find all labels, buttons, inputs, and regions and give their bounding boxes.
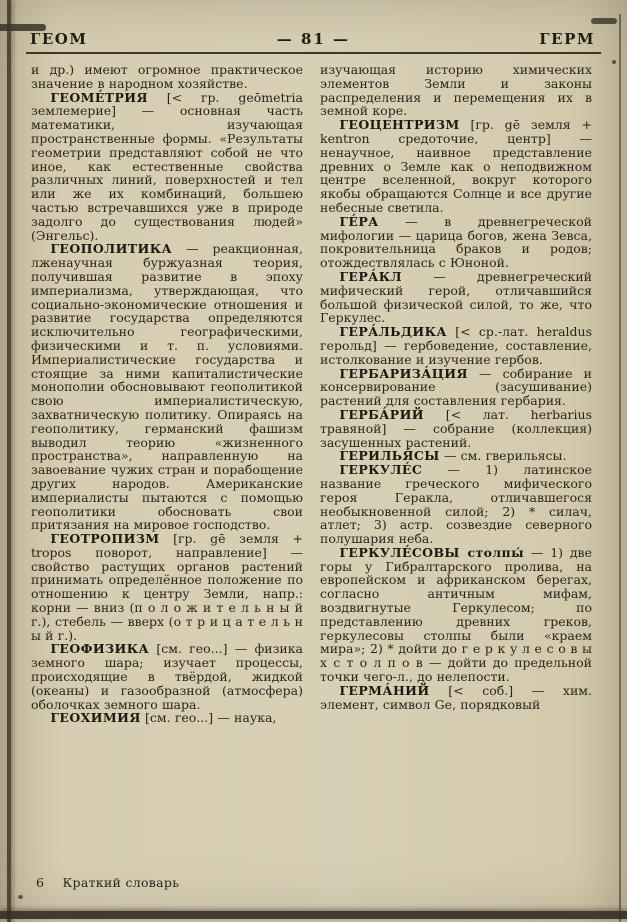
header-rule [26, 52, 601, 54]
dictionary-entry [31, 242, 303, 532]
entry-headword: ГЕРКУЛЕ́СОВЫ столпы́ [339, 544, 525, 560]
entry-headword: ГЕРМА́НИЙ [339, 682, 430, 698]
entry-headword: ГЕОХИМИЯ [50, 710, 141, 726]
entry-text: [см. гео...] — наука, [145, 710, 277, 726]
footer-book-title: Краткий словарь [62, 875, 180, 890]
header-left-guideword: ГЕОМ [30, 30, 88, 48]
entry-text: [< лат. herbarius травяной] — собрание (коллекция) засушенных растений. [320, 406, 592, 450]
signature-number: 6 [36, 875, 45, 890]
entry-headword: ГЕРИЛЬЯ́СЫ [339, 448, 440, 464]
dictionary-entry [320, 63, 592, 118]
entry-text: — 1) две горы у Гибралтарского пролива, на европейском и африканском берегах, согласно античным мифам, воздвигнутые Геркулесом; по представлению древних греков, геркулесовы столпы были «краем мира»; 2) * дойти до г е р к у л е с о в ы х с т о л п о в — дойти до предельной точки чего-л., до нелепости. [320, 544, 592, 685]
dictionary-entry [320, 325, 592, 366]
dictionary-entry [31, 532, 303, 642]
dictionary-entry [320, 684, 592, 712]
dictionary-entry [320, 270, 592, 325]
scan-speck [612, 60, 616, 64]
entry-text: [< гр. geōmetria землемерие] — основная часть математики, изучающая пространственные формы. «Результаты геометрии представляют собой не что иное, как естественные свойства различных линий, поверхностей и тел или же их комбинаций, большею частью встречавшихся уже в природе задолго до существования людей» (Энгельс). [31, 89, 303, 243]
text-columns [31, 63, 593, 863]
entry-text: [гр. gē земля + tropos поворот, направление] — свойство растущих органов растений принимать определённое положение по отношению к центру Земли, напр.: корни — вниз (п о л о ж и т е л ь н ы й г.), стебель — вверх (о т р и ц а т е л ь н ы й г.). [31, 531, 303, 643]
entry-headword: ГЕОТРОПИЗМ [50, 531, 160, 547]
entry-text: [гр. gē земля + kentron средоточие, центр] — ненаучное, наивное представление древних о Земле как о неподвижном центре вселенной, вокруг которого якобы обращаются Солнце и все другие небесные светила. [320, 117, 592, 215]
entry-headword: ГЕОМЕ́ТРИЯ [50, 89, 148, 105]
dictionary-entry [320, 215, 592, 270]
entry-text: — см. гверильясы. [443, 448, 567, 464]
left-column [31, 63, 303, 863]
entry-text: — 1) латинское название греческого мифического героя Геракла, отличавшегося необыкновенной силой; 2) * силач, атлет; 3) астр. созвездие северного полушария неба. [320, 462, 592, 547]
dictionary-entry [31, 91, 303, 243]
page-header [30, 30, 595, 50]
entry-headword: ГЕОФИЗИКА [50, 641, 150, 657]
entry-headword: ГЕРКУЛЕ́С [339, 462, 423, 478]
entry-headword: ГЕРБА́РИЙ [339, 406, 425, 422]
page-footer [36, 875, 179, 890]
scan-right-edge [619, 14, 621, 922]
page-number: — 81 — [276, 30, 351, 48]
scan-bottom-edge [0, 911, 627, 919]
entry-headword: ГЕОПОЛИТИКА [50, 241, 173, 257]
entry-text: — собирание и консервирование (засушивание) растений для составления гербария. [320, 365, 592, 409]
dictionary-entry [31, 642, 303, 711]
dictionary-entry [31, 711, 303, 725]
dictionary-entry [320, 408, 592, 449]
scan-left-edge [7, 0, 11, 922]
scan-speck [18, 895, 23, 899]
dictionary-entry [31, 63, 303, 91]
entry-headword: ГЕРА́КЛ [339, 268, 402, 284]
dictionary-entry [320, 463, 592, 546]
entry-text: [< соб.] — хим. элемент, символ Ge, порядковый [320, 682, 592, 712]
scan-corner-mark-top-right [591, 18, 617, 24]
entry-text: изучающая историю химических элементов Земли и законы распределения и перемещения их в земной коре. [320, 63, 592, 119]
entry-text: — в древнегреческой мифологии — царица богов, жена Зевса, покровительница браков и родов; отождествлялась с Юноной. [320, 213, 592, 271]
entry-text: — реакционная, лженаучная буржуазная теория, получившая развитие в эпоху империализма, утверждающая, что социально-экономические отношения и развитие государства определяются исключительно географическими, физическими и т. п. условиями. Империалистические государства и стоящие за ними капиталистические монополии обосновывают геополитикой свою империалистическую, захватническую политику. Опираясь на геополитику, германский фашизм выводил теорию «жизненного пространства», направленную на завоевание чужих стран и порабощение других народов. Американские империалисты пытаются с помощью геополитики обосновать свои притязания на мировое господство. [31, 241, 303, 533]
entry-headword: ГЕ́РА [339, 213, 379, 229]
dictionary-entry [320, 367, 592, 408]
entry-headword: ГЕРБАРИЗА́ЦИЯ [339, 365, 468, 381]
dictionary-entry [320, 118, 592, 215]
entry-text: [< ср.-лат. heraldus герольд] — гербоведение, составление, истолкование и изучение гербов. [320, 324, 592, 367]
entry-headword: ГЕОЦЕНТРИЗМ [339, 117, 460, 133]
entry-text: [см. гео...] — физика земного шара; изучает процессы, происходящие в твёрдой, жидкой (океаны) и газообразной (атмосфера) оболочках земного шара. [31, 641, 303, 712]
entry-headword: ГЕРА́ЛЬДИКА [339, 324, 447, 340]
right-column [320, 63, 592, 863]
header-right-guideword: ГЕРМ [539, 30, 595, 48]
entry-text: и др.) имеют огромное практическое значение в народном хозяйстве. [31, 63, 303, 91]
dictionary-entry [320, 546, 592, 684]
entry-text: — древнегреческий мифический герой, отличавшийся большой физической силой, то же, что Геркулес. [320, 268, 592, 326]
